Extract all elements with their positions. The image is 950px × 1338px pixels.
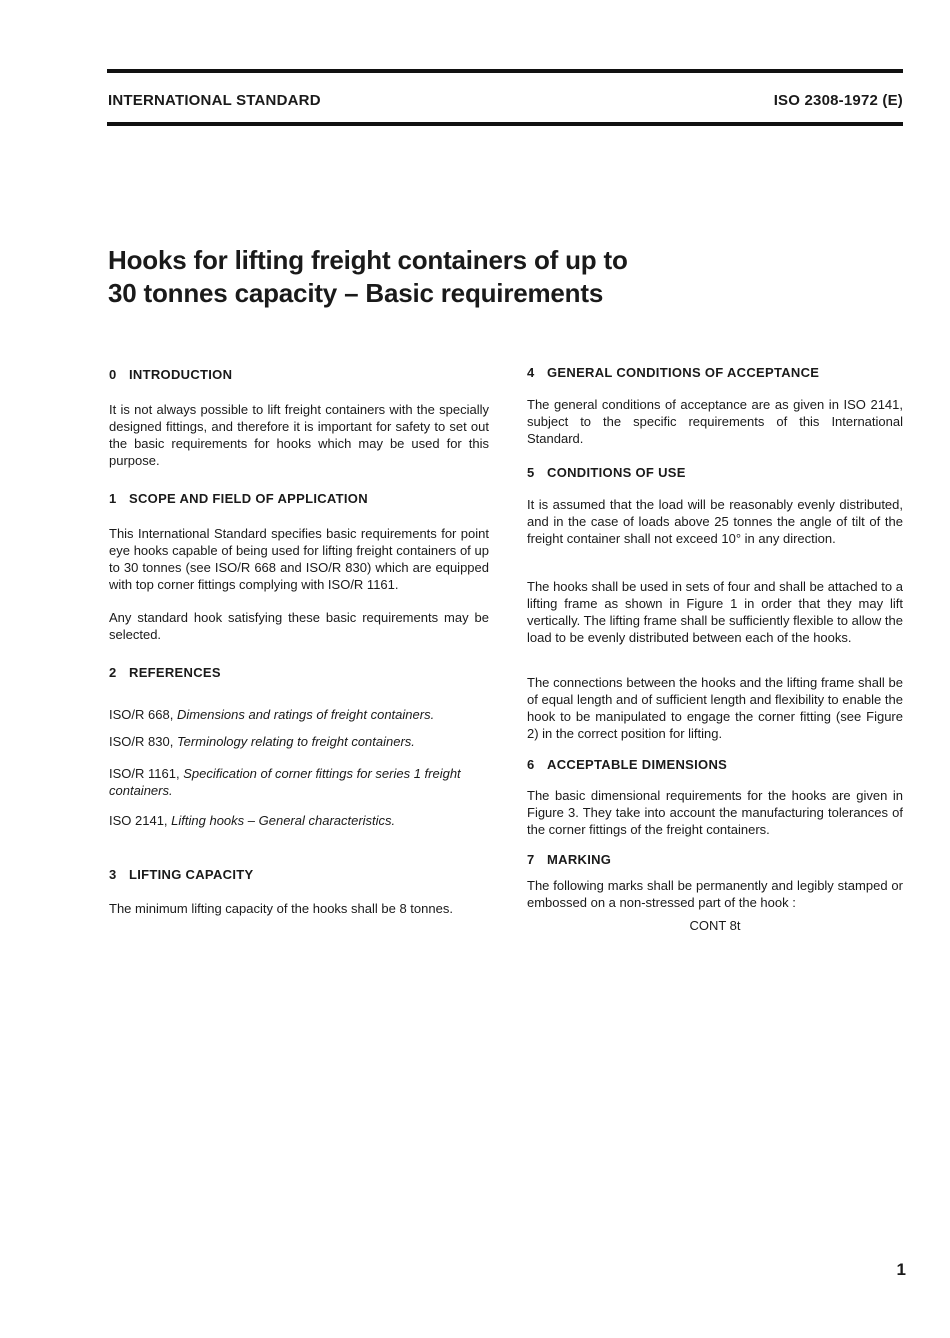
marking-code: CONT 8t: [689, 918, 741, 933]
page-number: 1: [896, 1260, 906, 1279]
section-6-heading: 6 ACCEPTABLE DIMENSIONS: [527, 757, 728, 772]
section-7-text: The following marks shall be permanently and legibly stamped or embossed on a non-stressed part of the hook :: [527, 878, 903, 910]
section-3-text: The minimum lifting capacity of the hooks shall be 8 tonnes.: [109, 901, 453, 916]
section-3-heading: 3 LIFTING CAPACITY: [109, 867, 254, 882]
section-1-text-2: Any standard hook satisfying these basic requirements may be selected.: [109, 610, 489, 642]
section-1-text: This International Standard specifies basic requirements for point eye hooks capable of being used for lifting freight containers of up to 30 tonnes (see ISO/R 668 and ISO/R 830) which are equipped with top corner fittings complying with ISO/R 1161.: [109, 526, 489, 592]
section-1-heading: 1 SCOPE AND FIELD OF APPLICATION: [109, 491, 368, 506]
section-5-heading: 5 CONDITIONS OF USE: [527, 465, 686, 480]
section-6-text: The basic dimensional requirements for the hooks are given in Figure 3. They take into account the manufacturing tolerances of the corner fittings of the freight containers.: [527, 788, 903, 837]
standard-number: ISO 2308-1972 (E): [773, 92, 903, 109]
section-0-heading: 0 INTRODUCTION: [109, 367, 233, 382]
header-rule-bottom: [107, 122, 903, 126]
reference-item: ISO/R 668, Dimensions and ratings of freight containers.: [109, 707, 435, 722]
reference-item: ISO/R 1161, Specification of corner fittings for series 1 freight containers.: [109, 766, 461, 798]
section-5-text-3: The connections between the hooks and the lifting frame shall be of equal length and of sufficient length and flexibility to enable the hook to be manipulated to engage the corner fitting (see Figure 2) in the correct position for lifting.: [527, 675, 903, 741]
title-line-1: Hooks for lifting freight containers of up to: [108, 245, 628, 275]
section-5-text-2: The hooks shall be used in sets of four and shall be attached to a lifting frame as shown in Figure 1 in order that they may lift vertically. The lifting frame shall be sufficiently flexible to allow the load to be evenly distributed between each of the hooks.: [527, 579, 903, 645]
document-title: [108, 244, 868, 310]
section-4-heading: 4 GENERAL CONDITIONS OF ACCEPTANCE: [527, 365, 820, 380]
section-2-heading: 2 REFERENCES: [109, 665, 221, 680]
section-5-text: It is assumed that the load will be reasonably evenly distributed, and in the case of loads above 25 tonnes the angle of tilt of the freight container shall not exceed 10° in any direction.: [527, 497, 903, 546]
reference-item: ISO 2141, Lifting hooks – General characteristics.: [109, 813, 396, 828]
standard-type-label: INTERNATIONAL STANDARD: [108, 92, 321, 109]
reference-item: ISO/R 830, Terminology relating to freight containers.: [109, 734, 415, 749]
title-line-2: 30 tonnes capacity – Basic requirements: [108, 278, 604, 308]
section-0-text: It is not always possible to lift freight containers with the specially designed fittings, and therefore it is important for safety to set out the basic requirements for hooks which may be used for this purpose.: [109, 402, 489, 468]
section-4-text: The general conditions of acceptance are as given in ISO 2141, subject to the specific requirements of this International Standard.: [527, 397, 903, 446]
section-7-heading: 7 MARKING: [527, 852, 612, 867]
header-rule-top: [107, 69, 903, 73]
